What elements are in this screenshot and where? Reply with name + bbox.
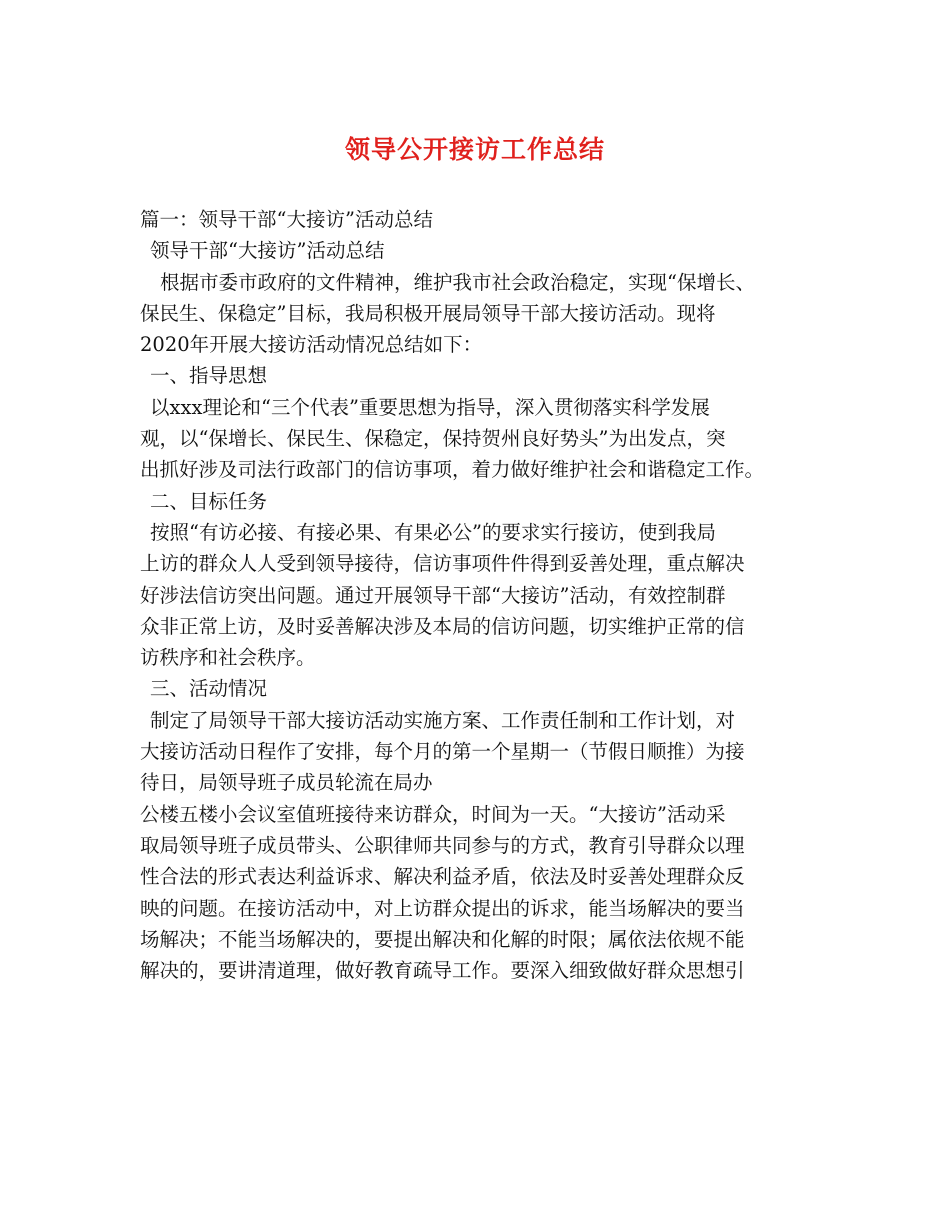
heading-activities: 三、活动情况 [150, 677, 268, 701]
paragraph-line: 保民生、保稳定”目标，我局积极开展局领导干部大接访活动。现将 [140, 301, 716, 325]
paragraph-line: 上访的群众人人受到领导接待，信访事项件件得到妥善处理，重点解决 [140, 552, 745, 576]
document-title: 领导公开接访工作总结 [344, 135, 605, 164]
paragraph-line: 2020年开展大接访活动情况总结如下： [140, 333, 483, 357]
paragraph-line: 公楼五楼小会议室值班接待来访群众，时间为一天。“大接访”活动采 [140, 802, 726, 826]
paragraph-line: 性合法的形式表达利益诉求、解决利益矛盾，依法及时妥善处理群众反 [140, 865, 745, 889]
document-body [140, 204, 822, 986]
paragraph-line: 映的问题。在接访活动中，对上访群众提出的诉求，能当场解决的要当 [140, 896, 745, 920]
paragraph-line: 好涉法信访突出问题。通过开展领导干部“大接访”活动，有效控制群 [140, 583, 726, 607]
paragraph-line: 众非正常上访，及时妥善解决涉及本局的信访问题，切实维护正常的信 [140, 614, 745, 638]
paragraph-line: 根据市委市政府的文件精神，维护我市社会政治稳定，实现“保增长、 [160, 270, 755, 294]
section-heading: 篇一：领导干部“大接访”活动总结 [140, 208, 433, 231]
paragraph-line: 待日，局领导班子成员轮流在局办 [140, 771, 433, 795]
paragraph-line: 观，以“保增长、保民生、保稳定，保持贺州良好势头”为出发点，突 [140, 427, 726, 451]
paragraph-line: 按照“有访必接、有接必果、有果必公”的要求实行接访，使到我局 [150, 520, 716, 544]
subsection-heading: 领导干部“大接访”活动总结 [150, 239, 385, 263]
paragraph-line: 取局领导班子成员带头、公职律师共同参与的方式，教育引导群众以理 [140, 833, 745, 857]
heading-goals: 二、目标任务 [150, 489, 268, 513]
paragraph-line: 访秩序和社会秩序。 [140, 646, 316, 670]
paragraph-line: 以xxx理论和“三个代表”重要思想为指导，深入贯彻落实科学发展 [150, 395, 710, 419]
heading-guiding-thought: 一、指导思想 [150, 364, 268, 388]
paragraph-line: 出抓好涉及司法行政部门的信访事项，着力做好维护社会和谐稳定工作。 [140, 458, 765, 482]
paragraph-line: 解决的，要讲清道理，做好教育疏导工作。要深入细致做好群众思想引 [140, 959, 745, 983]
paragraph-line: 场解决；不能当场解决的，要提出解决和化解的时限；属依法依规不能 [140, 927, 745, 951]
paragraph-line: 大接访活动日程作了安排，每个月的第一个星期一（节假日顺推）为接 [140, 740, 745, 764]
paragraph-line: 制定了局领导干部大接访活动实施方案、工作责任制和工作计划，对 [150, 708, 736, 732]
